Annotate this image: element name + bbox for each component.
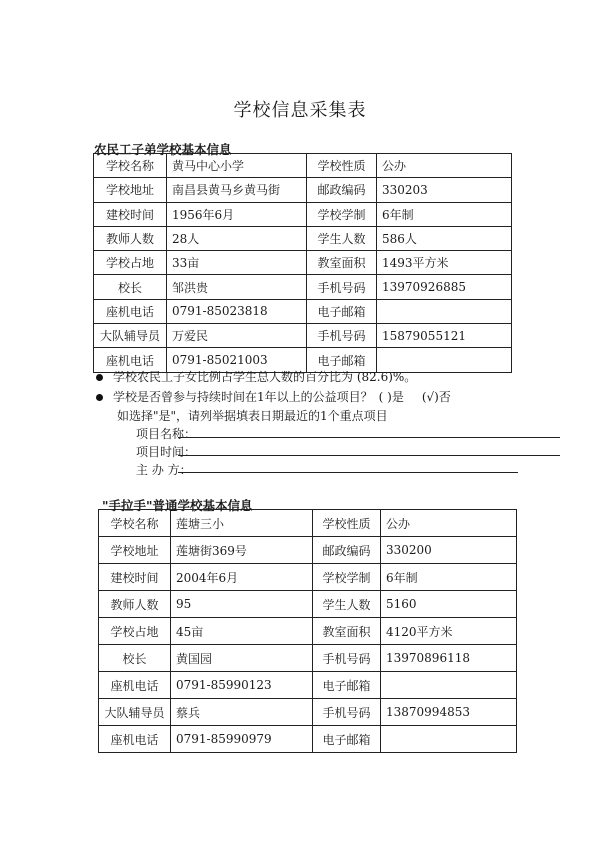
table-row xyxy=(99,699,517,726)
field-value[interactable]: 330203 xyxy=(377,178,512,202)
field-value[interactable]: 13970926885 xyxy=(377,275,512,299)
section1-heading: 农民工子弟学校基本信息 xyxy=(94,142,232,157)
field-value[interactable]: 28人 xyxy=(167,226,307,250)
field-value[interactable]: 蔡兵 xyxy=(171,699,313,726)
project-time-field[interactable] xyxy=(178,455,560,456)
field-value[interactable]: 33亩 xyxy=(167,251,307,275)
field-label: 座机电话 xyxy=(99,672,171,699)
question-ratio xyxy=(96,368,416,385)
option-no[interactable]: (√)否 xyxy=(421,390,451,404)
field-label: 手机号码 xyxy=(313,645,381,672)
section1-table xyxy=(93,153,512,373)
field-label: 学生人数 xyxy=(313,591,381,618)
field-label: 教师人数 xyxy=(99,591,171,618)
table-row xyxy=(94,251,512,275)
field-value[interactable]: 13970896118 xyxy=(381,645,517,672)
table-row xyxy=(94,202,512,226)
field-value[interactable]: 0791-85990123 xyxy=(171,672,313,699)
table-row xyxy=(94,154,512,178)
field-label: 手机号码 xyxy=(307,324,377,348)
field-label: 手机号码 xyxy=(307,275,377,299)
field-label: 座机电话 xyxy=(94,299,167,323)
section2-heading: "手拉手"普通学校基本信息 xyxy=(102,498,253,513)
field-label: 邮政编码 xyxy=(307,178,377,202)
project-time-label: 项目时间： xyxy=(136,445,197,459)
table-row xyxy=(94,275,512,299)
organizer-label: 主 办 方： xyxy=(136,463,192,477)
field-label: 学校占地 xyxy=(94,251,167,275)
field-value[interactable]: 4120平方米 xyxy=(381,618,517,645)
field-value[interactable]: 15879055121 xyxy=(377,324,512,348)
project-name-field[interactable] xyxy=(178,437,560,438)
field-value[interactable]: 万爱民 xyxy=(167,324,307,348)
field-label: 学校名称 xyxy=(99,510,171,537)
table-row xyxy=(99,645,517,672)
field-label: 电子邮箱 xyxy=(313,726,381,753)
field-label: 学校占地 xyxy=(99,618,171,645)
field-label: 建校时间 xyxy=(94,202,167,226)
field-label: 座机电话 xyxy=(99,726,171,753)
field-value[interactable]: 6年制 xyxy=(377,202,512,226)
project-note: 如选择"是"，请列举据填表日期最近的1个重点项目 xyxy=(117,409,388,423)
table-row xyxy=(94,324,512,348)
field-value[interactable]: 黄马中心小学 xyxy=(167,154,307,178)
organizer-field[interactable] xyxy=(178,472,518,473)
field-value[interactable] xyxy=(381,726,517,753)
field-value[interactable]: 13870994853 xyxy=(381,699,517,726)
table-row xyxy=(94,178,512,202)
bullet-icon xyxy=(96,374,103,381)
field-label: 电子邮箱 xyxy=(307,299,377,323)
field-label: 建校时间 xyxy=(99,564,171,591)
table-row xyxy=(99,564,517,591)
field-value[interactable]: 5160 xyxy=(381,591,517,618)
field-value[interactable]: 公办 xyxy=(381,510,517,537)
question-project-text: 学校是否曾参与持续时间在1年以上的公益项目？ xyxy=(113,390,373,404)
field-label: 教师人数 xyxy=(94,226,167,250)
field-value[interactable]: 0791-85021003 xyxy=(167,348,307,372)
question-project xyxy=(96,388,451,405)
field-label: 学生人数 xyxy=(307,226,377,250)
table-row xyxy=(94,299,512,323)
field-label: 电子邮箱 xyxy=(307,348,377,372)
field-label: 教室面积 xyxy=(307,251,377,275)
field-label: 学校学制 xyxy=(313,564,381,591)
field-label: 学校地址 xyxy=(99,537,171,564)
field-value[interactable]: 黄国园 xyxy=(171,645,313,672)
table-row xyxy=(94,226,512,250)
field-value[interactable]: 莲塘三小 xyxy=(171,510,313,537)
field-value[interactable]: 45亩 xyxy=(171,618,313,645)
question-ratio-text: 学校农民工子女比例占学生总人数的百分比为 (82.6)%。 xyxy=(113,370,417,384)
field-value[interactable]: 0791-85023818 xyxy=(167,299,307,323)
field-value[interactable]: 2004年6月 xyxy=(171,564,313,591)
field-label: 学校地址 xyxy=(94,178,167,202)
field-value[interactable]: 1493平方米 xyxy=(377,251,512,275)
field-value[interactable]: 南昌县黄马乡黄马街 xyxy=(167,178,307,202)
field-value[interactable]: 6年制 xyxy=(381,564,517,591)
field-label: 校长 xyxy=(94,275,167,299)
table-row xyxy=(99,537,517,564)
field-value[interactable] xyxy=(377,299,512,323)
bullet-icon xyxy=(96,394,103,401)
table-row xyxy=(99,510,517,537)
field-label: 手机号码 xyxy=(313,699,381,726)
field-label: 电子邮箱 xyxy=(313,672,381,699)
field-label: 教室面积 xyxy=(313,618,381,645)
field-label: 学校学制 xyxy=(307,202,377,226)
field-label: 座机电话 xyxy=(94,348,167,372)
table-row xyxy=(99,591,517,618)
field-label: 学校名称 xyxy=(94,154,167,178)
field-value[interactable]: 586人 xyxy=(377,226,512,250)
field-label: 邮政编码 xyxy=(313,537,381,564)
field-value[interactable]: 莲塘街369号 xyxy=(171,537,313,564)
field-value[interactable]: 1956年6月 xyxy=(167,202,307,226)
page-title: 学校信息采集表 xyxy=(233,100,367,121)
field-value[interactable]: 0791-85990979 xyxy=(171,726,313,753)
field-value[interactable]: 邹洪贵 xyxy=(167,275,307,299)
option-yes[interactable]: ( )是 xyxy=(378,390,404,404)
field-value[interactable]: 95 xyxy=(171,591,313,618)
field-value[interactable]: 330200 xyxy=(381,537,517,564)
field-label: 学校性质 xyxy=(307,154,377,178)
field-value[interactable] xyxy=(381,672,517,699)
table-row xyxy=(99,726,517,753)
field-label: 学校性质 xyxy=(313,510,381,537)
field-label: 大队辅导员 xyxy=(94,324,167,348)
section2-table xyxy=(98,509,517,753)
field-value[interactable]: 公办 xyxy=(377,154,512,178)
field-label: 大队辅导员 xyxy=(99,699,171,726)
project-name-label: 项目名称： xyxy=(136,427,197,441)
table-row xyxy=(99,672,517,699)
table-row xyxy=(99,618,517,645)
field-label: 校长 xyxy=(99,645,171,672)
